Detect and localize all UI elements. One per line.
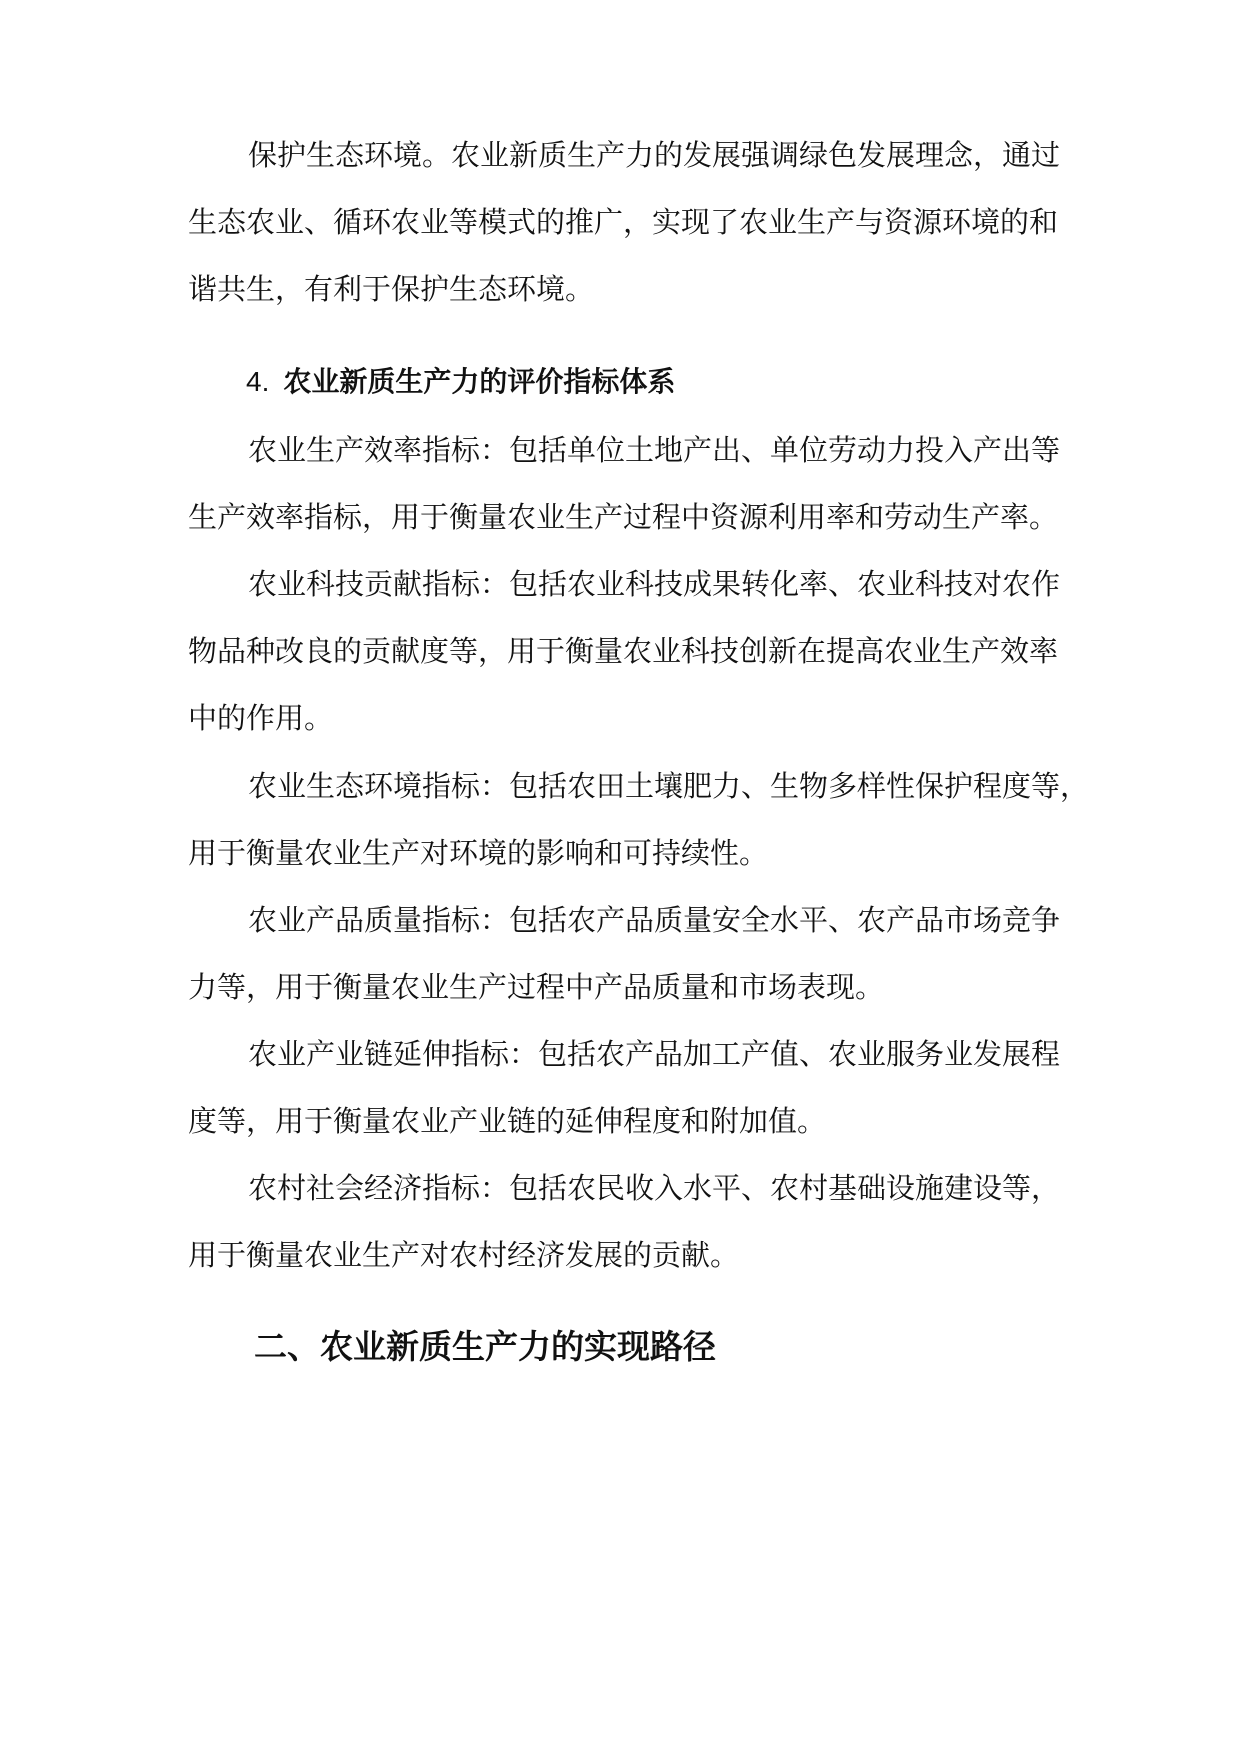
paragraph-line: 生态农业、循环农业等模式的推广，实现了农业生产与资源环境的和 [188, 205, 1059, 239]
paragraph-line: 谐共生，有利于保护生态环境。 [188, 272, 595, 306]
section-title: 农业新质生产力的评价指标体系 [283, 365, 676, 398]
paragraph-line: 农业科技贡献指标：包括农业科技成果转化率、农业科技对农作 [248, 567, 1061, 601]
paragraph-line: 生产效率指标，用于衡量农业生产过程中资源利用率和劳动生产率。 [188, 500, 1059, 534]
paragraph-line: 物品种改良的贡献度等，用于衡量农业科技创新在提高农业生产效率 [188, 634, 1059, 668]
paragraph-line: 中的作用。 [188, 701, 334, 735]
paragraph-line: 力等，用于衡量农业生产过程中产品质量和市场表现。 [188, 970, 885, 1004]
paragraph-line: 农业产业链延伸指标：包括农产品加工产值、农业服务业发展程 [248, 1037, 1061, 1071]
paragraph-line: 度等，用于衡量农业产业链的延伸程度和附加值。 [188, 1104, 827, 1138]
paragraph-line: 农业生态环境指标：包括农田土壤肥力、生物多样性保护程度等， [248, 769, 1090, 803]
paragraph-line: 保护生态环境。农业新质生产力的发展强调绿色发展理念，通过 [248, 138, 1061, 172]
paragraph-line: 用于衡量农业生产对农村经济发展的贡献。 [188, 1238, 740, 1272]
paragraph-line: 用于衡量农业生产对环境的影响和可持续性。 [188, 836, 769, 870]
section-heading [246, 362, 675, 402]
paragraph-line: 农业生产效率指标：包括单位土地产出、单位劳动力投入产出等 [248, 433, 1061, 467]
paragraph-line: 农村社会经济指标：包括农民收入水平、农村基础设施建设等， [248, 1171, 1061, 1205]
paragraph-line: 农业产品质量指标：包括农产品质量安全水平、农产品市场竞争 [248, 903, 1061, 937]
section-number: 4. [246, 366, 270, 397]
chapter-heading: 二、农业新质生产力的实现路径 [254, 1327, 716, 1366]
